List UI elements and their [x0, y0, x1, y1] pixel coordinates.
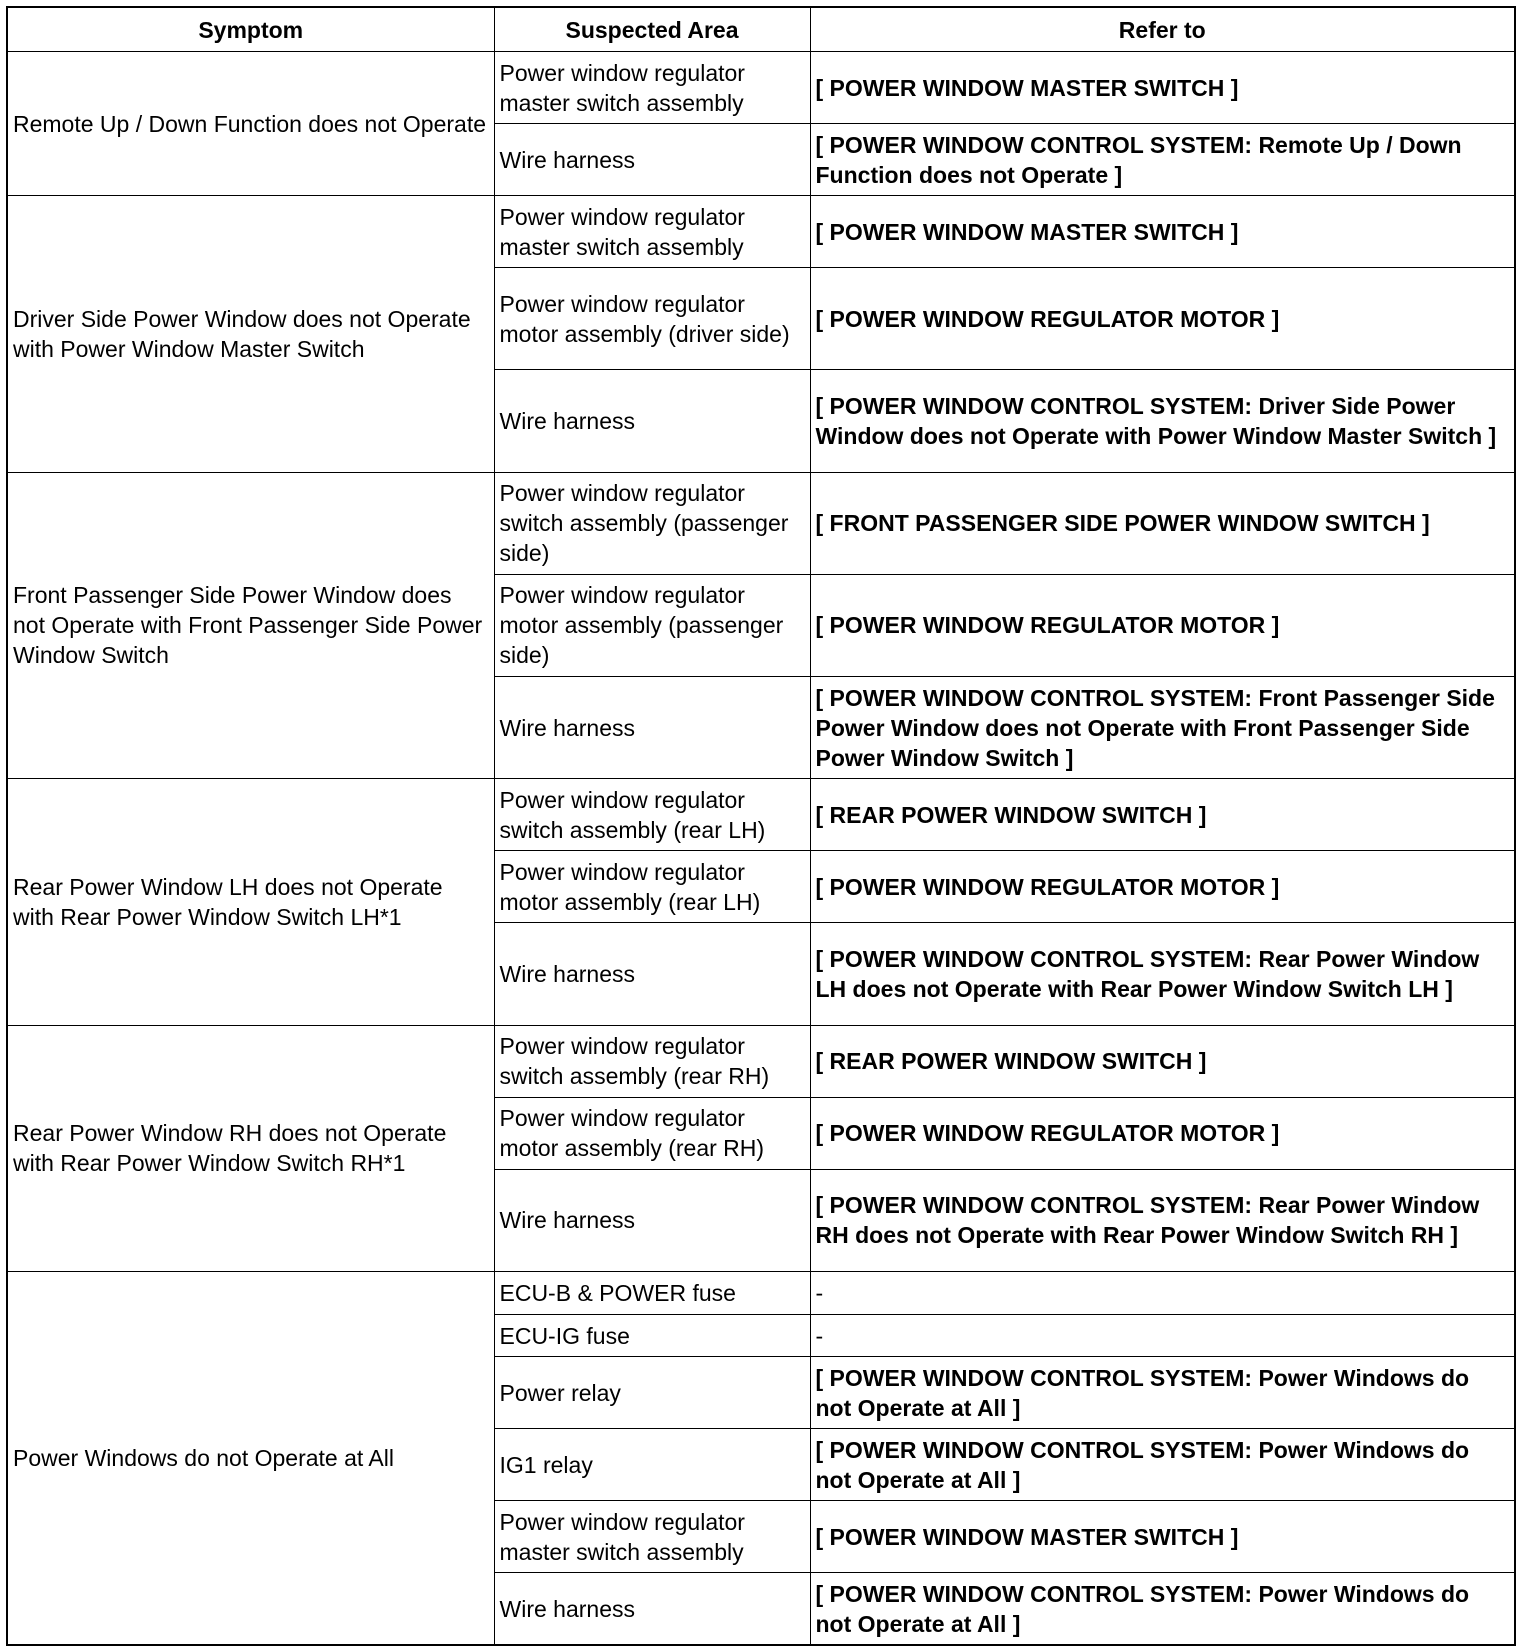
refer-to-link[interactable]: [ POWER WINDOW REGULATOR MOTOR ] — [810, 268, 1515, 370]
refer-to-link[interactable]: [ POWER WINDOW CONTROL SYSTEM: Remote Up / Down Function does not Operate ] — [810, 124, 1515, 196]
suspected-area-cell: ECU-IG fuse — [494, 1314, 810, 1357]
suspected-area-cell: Power window regulator switch assembly (rear LH) — [494, 779, 810, 851]
suspected-area-cell: Power window regulator master switch assembly — [494, 52, 810, 124]
symptom-cell: Driver Side Power Window does not Operate with Power Window Master Switch — [7, 196, 494, 473]
suspected-area-cell: Power window regulator motor assembly (passenger side) — [494, 574, 810, 676]
problem-symptoms-table — [6, 6, 1516, 1646]
table-row — [7, 1025, 1515, 1097]
suspected-area-cell: IG1 relay — [494, 1429, 810, 1501]
refer-to-link[interactable]: [ REAR POWER WINDOW SWITCH ] — [810, 1025, 1515, 1097]
refer-to-link[interactable]: [ POWER WINDOW CONTROL SYSTEM: Power Windows do not Operate at All ] — [810, 1429, 1515, 1501]
column-header-suspected-area: Suspected Area — [494, 7, 810, 52]
refer-to-link[interactable]: [ POWER WINDOW CONTROL SYSTEM: Power Windows do not Operate at All ] — [810, 1573, 1515, 1645]
suspected-area-cell: Power window regulator master switch assembly — [494, 196, 810, 268]
refer-to-link[interactable]: [ REAR POWER WINDOW SWITCH ] — [810, 779, 1515, 851]
symptom-cell: Rear Power Window LH does not Operate with Rear Power Window Switch LH*1 — [7, 779, 494, 1025]
symptom-cell: Front Passenger Side Power Window does not Operate with Front Passenger Side Power Window Switch — [7, 472, 494, 779]
table-header-row — [7, 7, 1515, 52]
suspected-area-cell: Power window regulator switch assembly (rear RH) — [494, 1025, 810, 1097]
suspected-area-cell: Power window regulator switch assembly (passenger side) — [494, 472, 810, 574]
refer-to-link[interactable]: [ FRONT PASSENGER SIDE POWER WINDOW SWITCH ] — [810, 472, 1515, 574]
suspected-area-cell: Power window regulator motor assembly (rear RH) — [494, 1097, 810, 1169]
refer-to-link[interactable]: [ POWER WINDOW REGULATOR MOTOR ] — [810, 574, 1515, 676]
refer-to-link[interactable]: [ POWER WINDOW CONTROL SYSTEM: Rear Power Window LH does not Operate with Rear Power Window Switch LH ] — [810, 923, 1515, 1025]
refer-to-link[interactable]: [ POWER WINDOW REGULATOR MOTOR ] — [810, 1097, 1515, 1169]
table-row — [7, 472, 1515, 574]
refer-to-link[interactable]: [ POWER WINDOW MASTER SWITCH ] — [810, 52, 1515, 124]
suspected-area-cell: Wire harness — [494, 923, 810, 1025]
column-header-refer-to: Refer to — [810, 7, 1515, 52]
suspected-area-cell: Wire harness — [494, 124, 810, 196]
refer-to-cell: - — [810, 1271, 1515, 1314]
table-row — [7, 779, 1515, 851]
refer-to-link[interactable]: [ POWER WINDOW REGULATOR MOTOR ] — [810, 851, 1515, 923]
refer-to-cell: - — [810, 1314, 1515, 1357]
refer-to-link[interactable]: [ POWER WINDOW CONTROL SYSTEM: Driver Side Power Window does not Operate with Power Window Master Switch ] — [810, 370, 1515, 472]
table-row — [7, 196, 1515, 268]
table-row — [7, 1271, 1515, 1314]
suspected-area-cell: Wire harness — [494, 1573, 810, 1645]
suspected-area-cell: Power window regulator motor assembly (driver side) — [494, 268, 810, 370]
suspected-area-cell: Wire harness — [494, 370, 810, 472]
refer-to-link[interactable]: [ POWER WINDOW CONTROL SYSTEM: Front Passenger Side Power Window does not Operate with Front Passenger Side Power Window Switch ] — [810, 677, 1515, 779]
table-row — [7, 52, 1515, 124]
suspected-area-cell: ECU-B & POWER fuse — [494, 1271, 810, 1314]
symptom-cell: Rear Power Window RH does not Operate with Rear Power Window Switch RH*1 — [7, 1025, 494, 1271]
suspected-area-cell: Wire harness — [494, 677, 810, 779]
suspected-area-cell: Power window regulator master switch assembly — [494, 1501, 810, 1573]
suspected-area-cell: Power relay — [494, 1357, 810, 1429]
refer-to-link[interactable]: [ POWER WINDOW CONTROL SYSTEM: Power Windows do not Operate at All ] — [810, 1357, 1515, 1429]
column-header-symptom: Symptom — [7, 7, 494, 52]
refer-to-link[interactable]: [ POWER WINDOW CONTROL SYSTEM: Rear Power Window RH does not Operate with Rear Power Window Switch RH ] — [810, 1169, 1515, 1271]
refer-to-link[interactable]: [ POWER WINDOW MASTER SWITCH ] — [810, 1501, 1515, 1573]
refer-to-link[interactable]: [ POWER WINDOW MASTER SWITCH ] — [810, 196, 1515, 268]
suspected-area-cell: Wire harness — [494, 1169, 810, 1271]
symptom-cell: Remote Up / Down Function does not Operate — [7, 52, 494, 196]
suspected-area-cell: Power window regulator motor assembly (rear LH) — [494, 851, 810, 923]
symptom-cell: Power Windows do not Operate at All — [7, 1271, 494, 1645]
